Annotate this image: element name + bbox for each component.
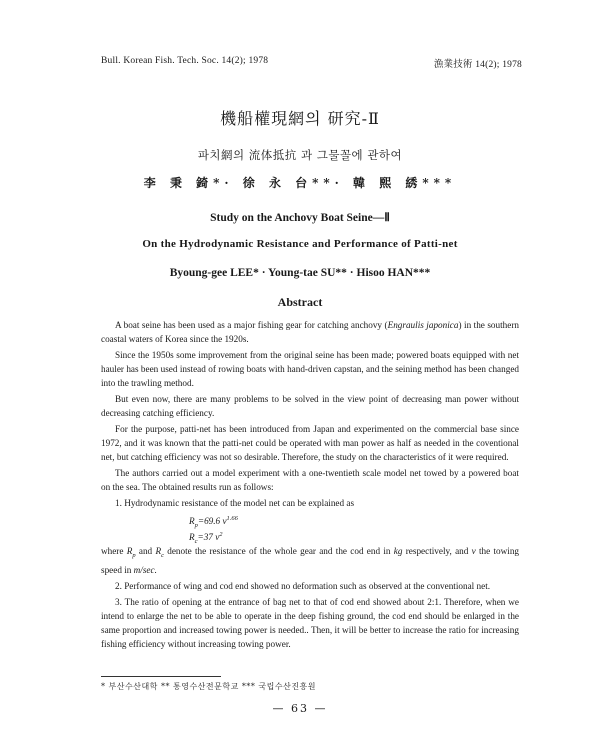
subtitle-korean: 파치網의 流体抵抗 과 그물꼴에 관하여 [197,148,403,162]
journal-citation-header: Bull. Korean Fish. Tech. Soc. 14(2); 1978 [101,56,269,66]
equation-cod-end: $R_c=37$ $v^2$ [189,531,223,545]
authors-english: Byoung-gee LEE* · Young-tae SU** · Hisoo HAN*** [169,267,431,279]
abstract-paragraph-3: But even now, there are many problems to be solved in the view point of decreasing man power without decreasing catching efficiency. [101,394,519,418]
footnote-divider [101,676,221,677]
result-item-3: 3. The ratio of opening at the entrance of bag net to that of cod end showed about 2:1. Therefore, when we intend to enlarge the net to be able to operate in the deep fishing ground, the cod end should be enlarged in the same proportion and increased towing power is needed.. Then, it will be better to increase the ratio for increasing fishing efficiency without increasing towing power. [101,596,519,649]
abstract-paragraph-5: The authors carried out a model experiment with a one-twentieth scale model net towed by a powered boat on the sea. The obtained results run as follows: [101,468,519,492]
result-item-1: 1. Hydrodynamic resistance of the model net can be explained as [115,498,355,508]
abstract-paragraph-4: For the purpose, patti-net has been introduced from Japan and experimented on the commercial base since 1972, and it was known that the patti-net could be operated with man power as half as needed in the coventional net, but catching efficiency was not so desirable. Therefore, the study on the characteristics of it were required. [101,424,519,462]
abstract-heading: Abstract [277,295,323,309]
equation-whole-gear: $R_p=69.6$ $v^{1.66}$ [189,515,238,529]
equation-explanation: where $R_p$ and $R_c$ denote the resistance of the whole gear and the cod end in kg respectively, and v the towing speed in m/sec. [101,546,520,575]
journal-citation-header-korean: 漁業技術 14(2); 1978 [433,60,522,70]
result-item-2: 2. Performance of wing and cod end showed no deformation such as observed at the conventional net. [115,580,491,591]
species-name: Engraulis japonica [387,320,459,330]
abstract-body [101,318,519,653]
affiliation-footnote: * 부산수산대학 ** 통영수산전문학교 *** 국립수산진흥원 [101,682,317,691]
page-title-english: Study on the Anchovy Boat Seine—Ⅱ [210,212,390,224]
page-number: — 63 — [272,702,328,715]
subtitle-english: On the Hydrodynamic Resistance and Performance of Patti-net [142,238,458,250]
abstract-paragraph-1: A boat seine has been used as a major fishing gear for catching anchovy (Engraulis japonica) in the southern coastal waters of Korea since the 1920s. [101,320,519,344]
abstract-paragraph-2: Since the 1950s some improvement from the original seine has been made; powered boats equipped with net hauler has been used instead of rowing boats with hand-driven capstan, and the seining method has been changed into the trawling method. [101,350,519,388]
authors-korean: 李 秉 錡*· 徐 永 台**· 韓 熙 綉*** [143,176,457,190]
page-title-korean: 機船權現網의 研究-Ⅱ [220,109,380,128]
